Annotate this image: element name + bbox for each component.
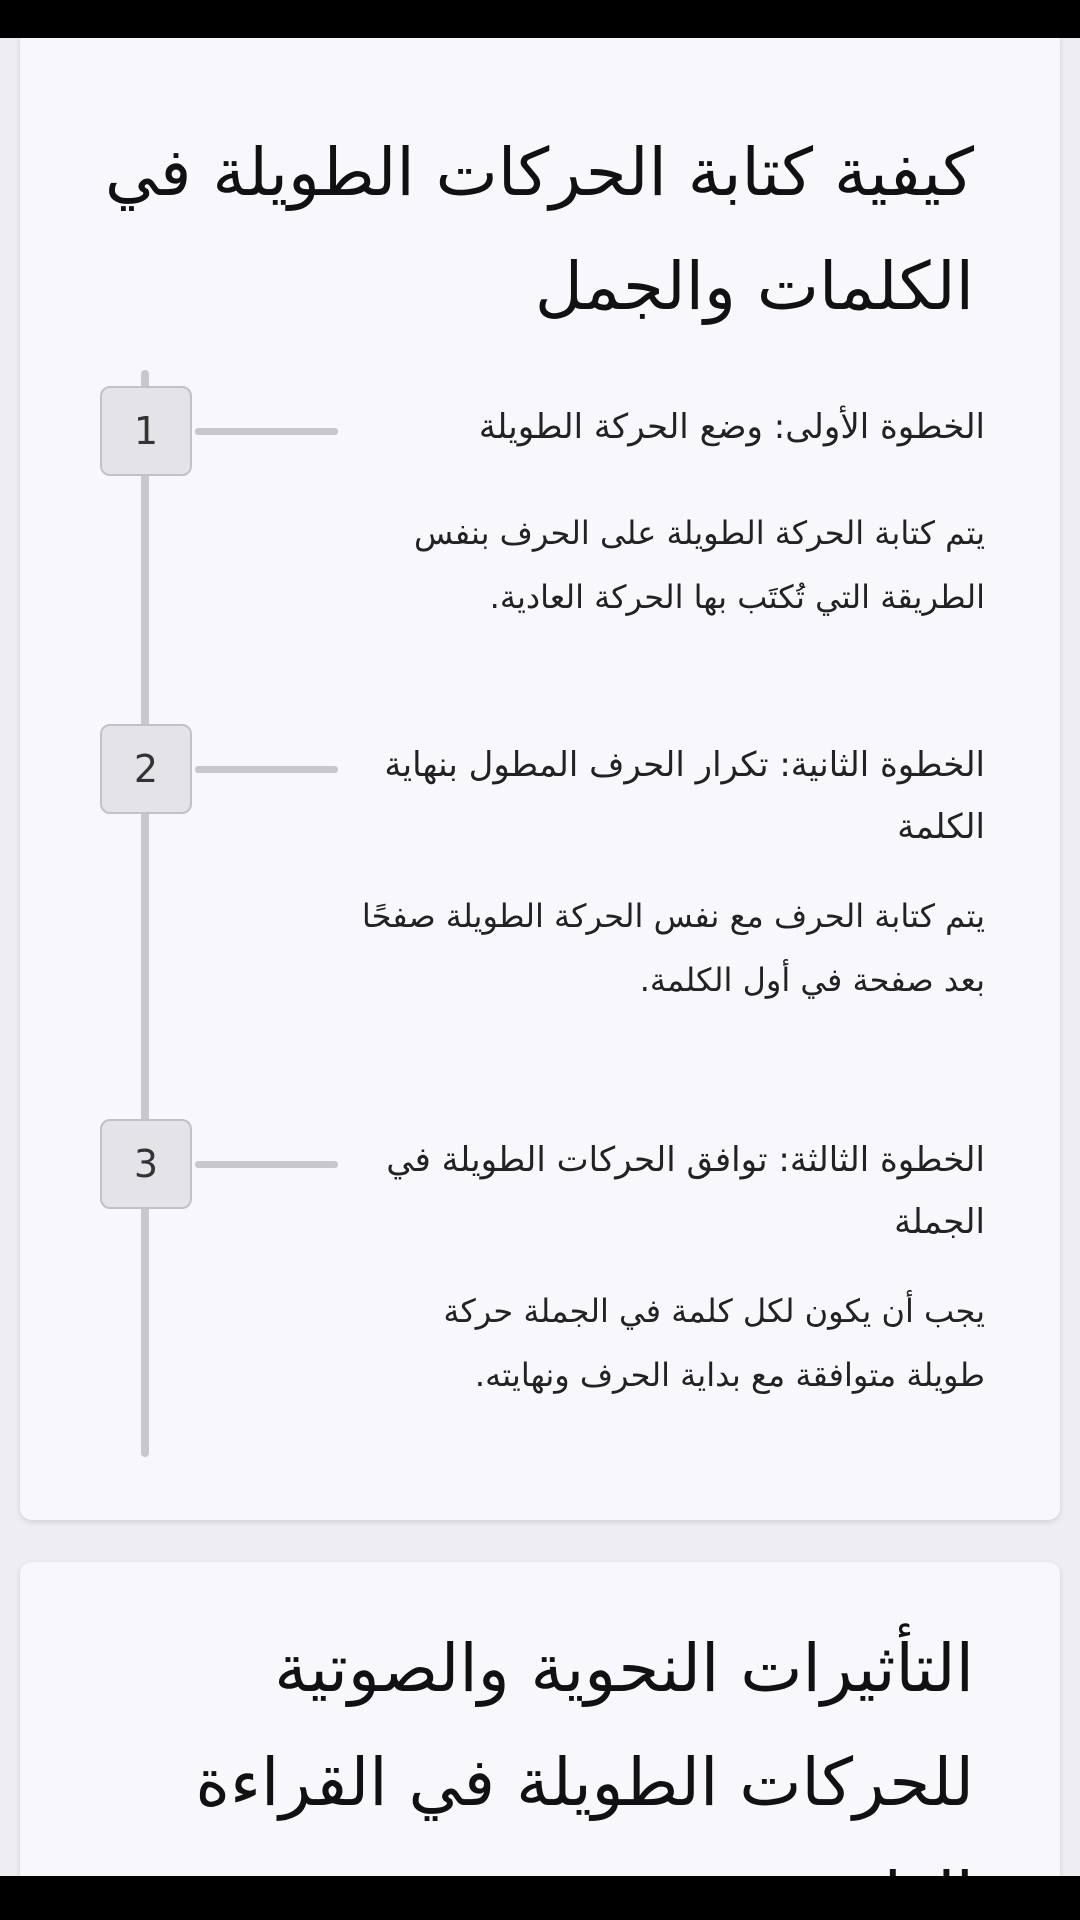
card-title: كيفية كتابة الحركات الطويلة في الكلمات والجمل (104, 134, 974, 325)
step-connector (195, 1161, 338, 1168)
step-description: يتم كتابة الحركة الطويلة على الحرف بنفس الطريقة التي تُكتَب بها الحركة العادية. (413, 514, 985, 616)
effects-card (20, 1562, 1060, 1920)
card-title: التأثيرات النحوية والصوتية للحركات الطويلة في القراءة (195, 1630, 974, 1821)
navigation-bar (0, 1876, 1080, 1920)
step-description: يجب أن يكون لكل كلمة في الجملة حركة طويلة متوافقة مع بداية الحرف ونهايته. (443, 1292, 985, 1394)
step-connector (195, 428, 338, 435)
step-number-badge: 1 (100, 386, 192, 476)
step-title: الخطوة الثانية: تكرار الحرف المطول بنهاية الكلمة (384, 745, 985, 847)
step-title: الخطوة الثالثة: توافق الحركات الطويلة في الجملة (386, 1140, 985, 1242)
step-description: يتم كتابة الحرف مع نفس الحركة الطويلة صفحًا بعد صفحة في أول الكلمة. (361, 897, 985, 999)
step-number-badge: 2 (100, 724, 192, 814)
status-bar (0, 0, 1080, 38)
step-title: الخطوة الأولى: وضع الحركة الطويلة (478, 407, 985, 447)
steps-card (20, 30, 1060, 1520)
step-connector (195, 766, 338, 773)
step-number-badge: 3 (100, 1119, 192, 1209)
timeline-line (141, 370, 149, 1457)
